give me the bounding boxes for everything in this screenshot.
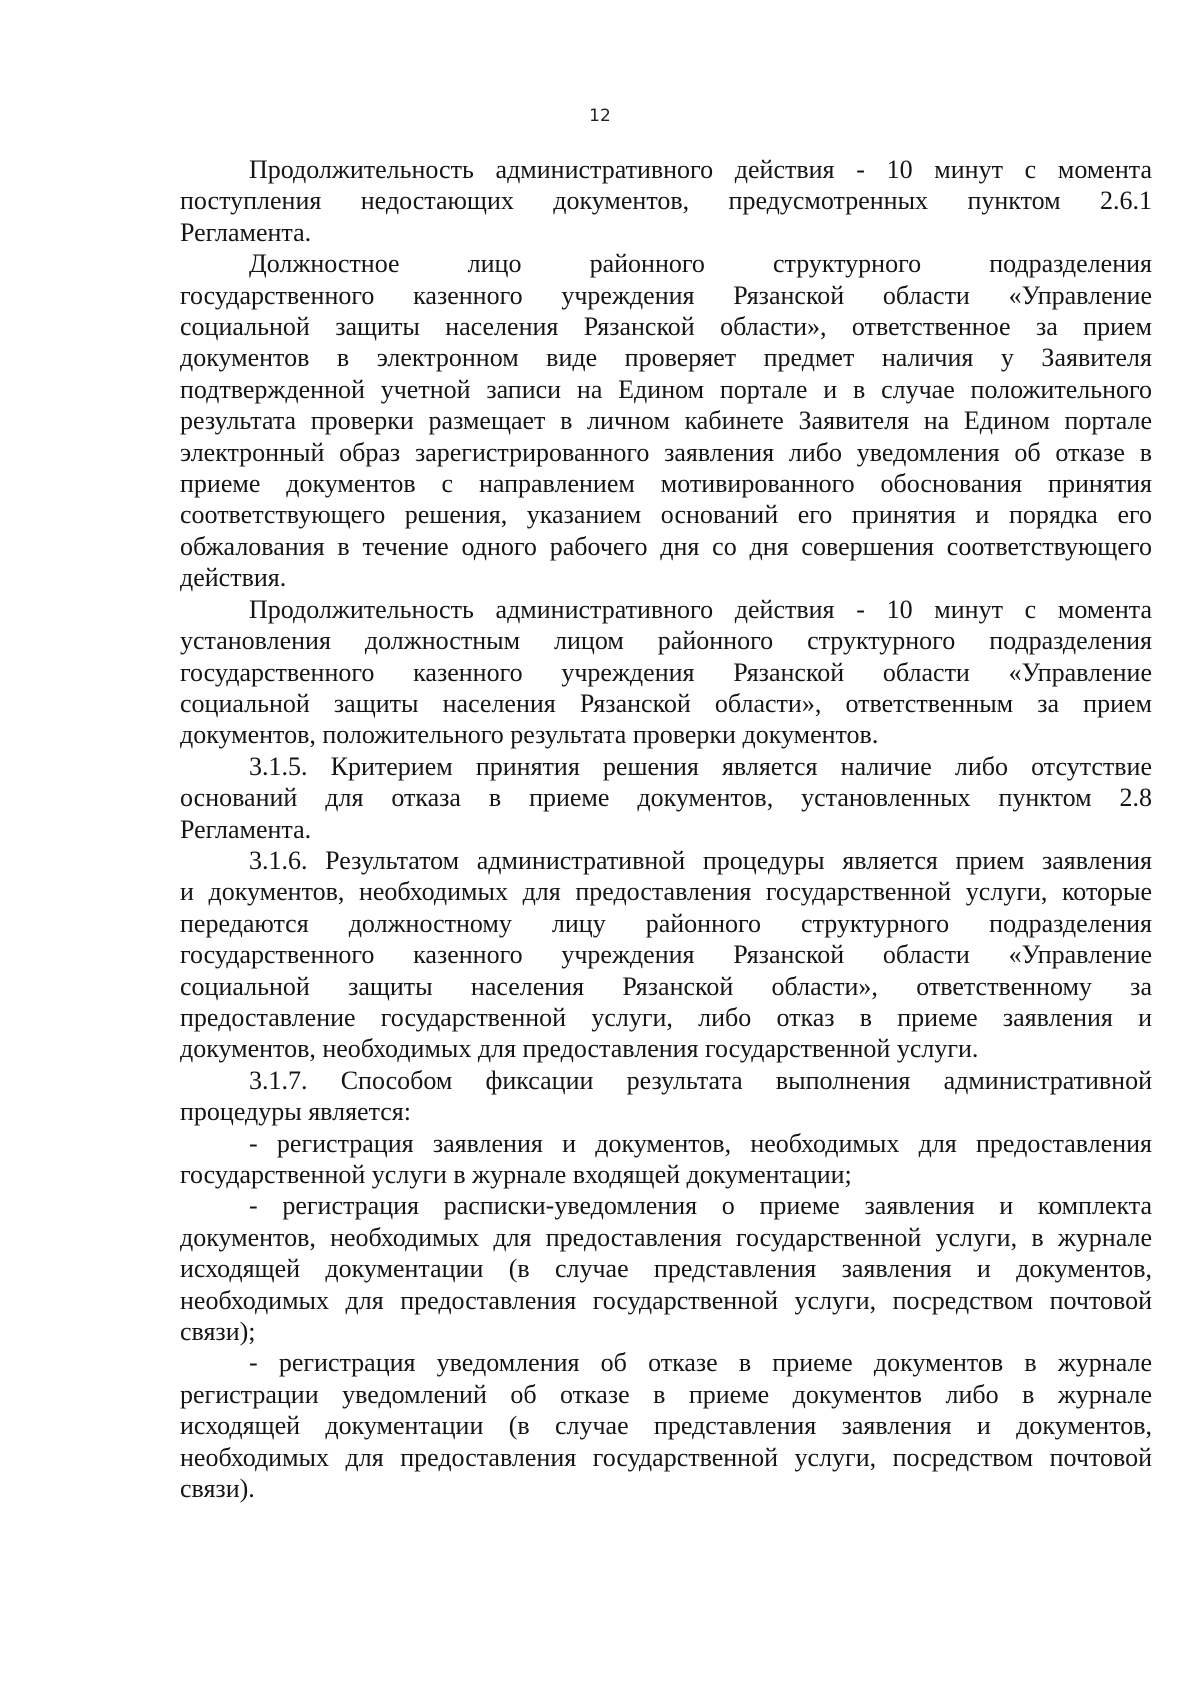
paragraph — [180, 1065, 1152, 1128]
text-line: предоставление государственной услуги, либо отказ в приеме заявления и — [180, 1002, 1152, 1032]
text-line: исходящей документации (в случае представления заявления и документов, — [180, 1254, 1152, 1284]
text-line: и документов, необходимых для предоставления государственной услуги, которые — [180, 877, 1152, 907]
paragraph — [180, 594, 1152, 751]
text-line: исходящей документации (в случае представления заявления и документов, — [180, 1411, 1152, 1441]
text-line: социальной защиты населения Рязанской области», ответственное за прием — [180, 312, 1152, 342]
text-line: документов, необходимых для предоставления государственной услуги. — [180, 1034, 979, 1064]
text-line: установления должностным лицом районного структурного подразделения — [180, 626, 1152, 656]
text-line: 3.1.5. Критерием принятия решения является наличие либо отсутствие — [249, 751, 1152, 781]
text-line: - регистрация заявления и документов, необходимых для предоставления — [249, 1128, 1152, 1158]
text-line: 3.1.7. Способом фиксации результата выполнения административной — [249, 1065, 1152, 1095]
document-body — [180, 154, 1152, 1504]
text-line: Регламента. — [180, 217, 312, 247]
text-line: Регламента. — [180, 814, 312, 844]
text-line: Продолжительность административного действия - 10 минут с момента — [249, 594, 1152, 624]
text-line: - регистрация уведомления об отказе в приеме документов в журнале — [249, 1348, 1152, 1378]
paragraph — [180, 845, 1152, 1065]
paragraph — [180, 1347, 1152, 1504]
text-line: связи). — [180, 1474, 255, 1504]
text-line: процедуры является: — [180, 1097, 411, 1127]
paragraph — [180, 1128, 1152, 1191]
text-line: соответствующего решения, указанием оснований его принятия и порядка его — [180, 500, 1152, 530]
text-line: документов в электронном виде проверяет предмет наличия у Заявителя — [180, 343, 1152, 373]
text-line: необходимых для предоставления государственной услуги, посредством почтовой — [180, 1285, 1152, 1315]
text-line: документов, положительного результата проверки документов. — [180, 720, 879, 750]
paragraph — [180, 248, 1152, 593]
paragraph — [180, 751, 1152, 845]
paragraph — [180, 1190, 1152, 1347]
text-line: подтвержденной учетной записи на Едином портале и в случае положительного — [180, 374, 1152, 404]
text-line: необходимых для предоставления государственной услуги, посредством почтовой — [180, 1442, 1152, 1472]
text-line: - регистрация расписки-уведомления о приеме заявления и комплекта — [249, 1191, 1152, 1221]
page-number: 12 — [589, 106, 611, 126]
text-line: результата проверки размещает в личном кабинете Заявителя на Едином портале — [180, 406, 1152, 436]
text-line: поступления недостающих документов, предусмотренных пунктом 2.6.1 — [180, 186, 1152, 216]
text-line: государственного казенного учреждения Рязанской области «Управление — [180, 657, 1152, 687]
text-line: 3.1.6. Результатом административной процедуры является прием заявления — [249, 845, 1152, 875]
text-line: государственного казенного учреждения Рязанской области «Управление — [180, 280, 1152, 310]
text-line: социальной защиты населения Рязанской области», ответственному за — [180, 971, 1152, 1001]
text-line: Должностное лицо районного структурного подразделения — [249, 249, 1152, 279]
text-line: документов, необходимых для предоставления государственной услуги, в журнале — [180, 1222, 1152, 1252]
paragraph — [180, 154, 1152, 248]
text-line: электронный образ зарегистрированного заявления либо уведомления об отказе в — [180, 437, 1152, 467]
text-line: Продолжительность административного действия - 10 минут с момента — [249, 155, 1152, 184]
text-line: государственного казенного учреждения Рязанской области «Управление — [180, 940, 1152, 970]
text-line: связи); — [180, 1317, 256, 1347]
text-line: действия. — [180, 563, 287, 593]
text-line: приеме документов с направлением мотивированного обоснования принятия — [180, 469, 1152, 499]
text-line: обжалования в течение одного рабочего дня со дня совершения соответствующего — [180, 531, 1152, 561]
text-line: социальной защиты населения Рязанской области», ответственным за прием — [180, 688, 1152, 718]
text-line: передаются должностному лицу районного структурного подразделения — [180, 908, 1152, 938]
text-line: регистрации уведомлений об отказе в приеме документов либо в журнале — [180, 1379, 1152, 1409]
text-line: государственной услуги в журнале входящей документации; — [180, 1160, 852, 1189]
text-line: оснований для отказа в приеме документов, установленных пунктом 2.8 — [180, 783, 1152, 813]
